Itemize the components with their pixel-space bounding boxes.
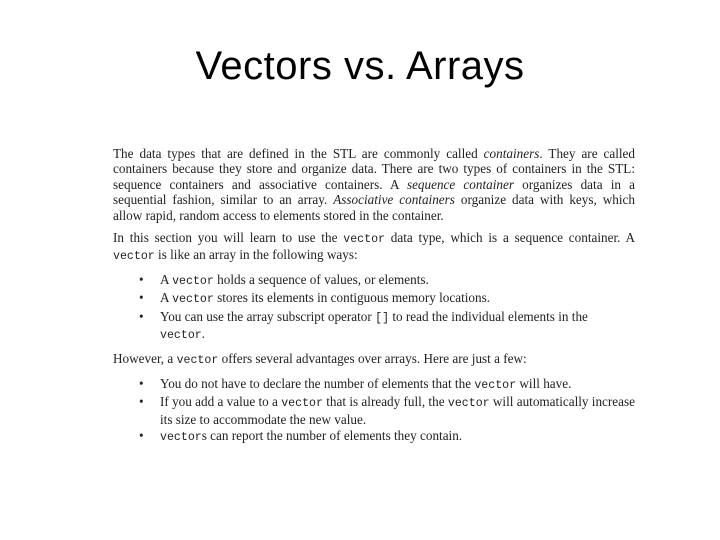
- bullet-marker: •: [139, 375, 144, 391]
- list-item: [113, 290, 635, 307]
- text-span: You can use the array subscript operator: [160, 308, 376, 324]
- code-term: vector: [474, 378, 517, 392]
- code-term: vector: [343, 233, 385, 247]
- bullet-marker: •: [139, 308, 144, 324]
- text-span: to read the individual elements in the: [389, 308, 588, 324]
- slide-title: Vectors vs. Arrays: [195, 44, 525, 88]
- text-span: will have.: [516, 375, 572, 391]
- text-span: A: [160, 290, 173, 306]
- text-span: data type, which is a sequence container. A: [384, 230, 636, 246]
- code-term: vector: [160, 431, 202, 445]
- code-term: vector: [176, 354, 219, 368]
- textbook-excerpt: [113, 146, 635, 454]
- emphasis-containers: containers: [483, 146, 540, 161]
- similarities-list: [113, 272, 635, 344]
- code-term: vector: [447, 397, 490, 411]
- text-span: The data types that are defined in the STL are commonly called: [113, 146, 484, 161]
- emphasis-sequence-container: sequence container: [406, 176, 514, 192]
- code-term: []: [375, 311, 390, 325]
- text-span: .: [201, 326, 206, 342]
- text-span: If you add a value to a: [160, 394, 282, 410]
- text-span: is like an array in the following ways:: [154, 247, 358, 263]
- bullet-marker: •: [139, 290, 144, 306]
- paragraph-containers: [113, 146, 635, 223]
- list-item: [113, 394, 635, 427]
- text-span: stores its elements in contiguous memory locations.: [213, 290, 491, 306]
- code-term: vector: [113, 250, 155, 264]
- text-span: In this section you will learn to use the: [113, 230, 344, 246]
- list-item: [113, 272, 635, 289]
- code-term: vector: [172, 274, 214, 288]
- list-item: [113, 309, 635, 344]
- code-term: vector: [281, 397, 323, 411]
- text-span: s can report the number of elements they contain.: [201, 428, 463, 444]
- paragraph-vector-intro: [113, 230, 635, 265]
- paragraph-advantages-intro: [113, 351, 635, 368]
- emphasis-associative-containers: Associative containers: [333, 192, 455, 208]
- list-item: [113, 376, 635, 393]
- text-span: organizes data in a sequential fashion, similar to an array.: [113, 176, 635, 208]
- text-span: A: [160, 271, 173, 287]
- bullet-marker: •: [139, 271, 144, 287]
- text-span: You do not have to declare the number of elements that the: [160, 375, 475, 391]
- text-span: that is already full, the: [322, 394, 448, 410]
- text-span: . They are called containers because they store and organize data. There are two types of containers in the STL: sequence containers and associative containers. A: [113, 146, 636, 192]
- text-span: holds a sequence of values, or elements.: [213, 271, 429, 287]
- bullet-marker: •: [139, 428, 144, 444]
- text-span: offers several advantages over arrays. Here are just a few:: [218, 351, 527, 367]
- text-span: However, a: [113, 351, 177, 367]
- code-term: vector: [160, 329, 202, 343]
- list-item: [113, 428, 635, 445]
- code-term: vector: [172, 293, 214, 307]
- text-span: will automatically increase its size to accommodate the new value.: [160, 394, 635, 427]
- bullet-marker: •: [139, 394, 144, 410]
- text-span: organize data with keys, which allow rapid, random access to elements stored in the container.: [113, 192, 636, 223]
- advantages-list: [113, 376, 635, 446]
